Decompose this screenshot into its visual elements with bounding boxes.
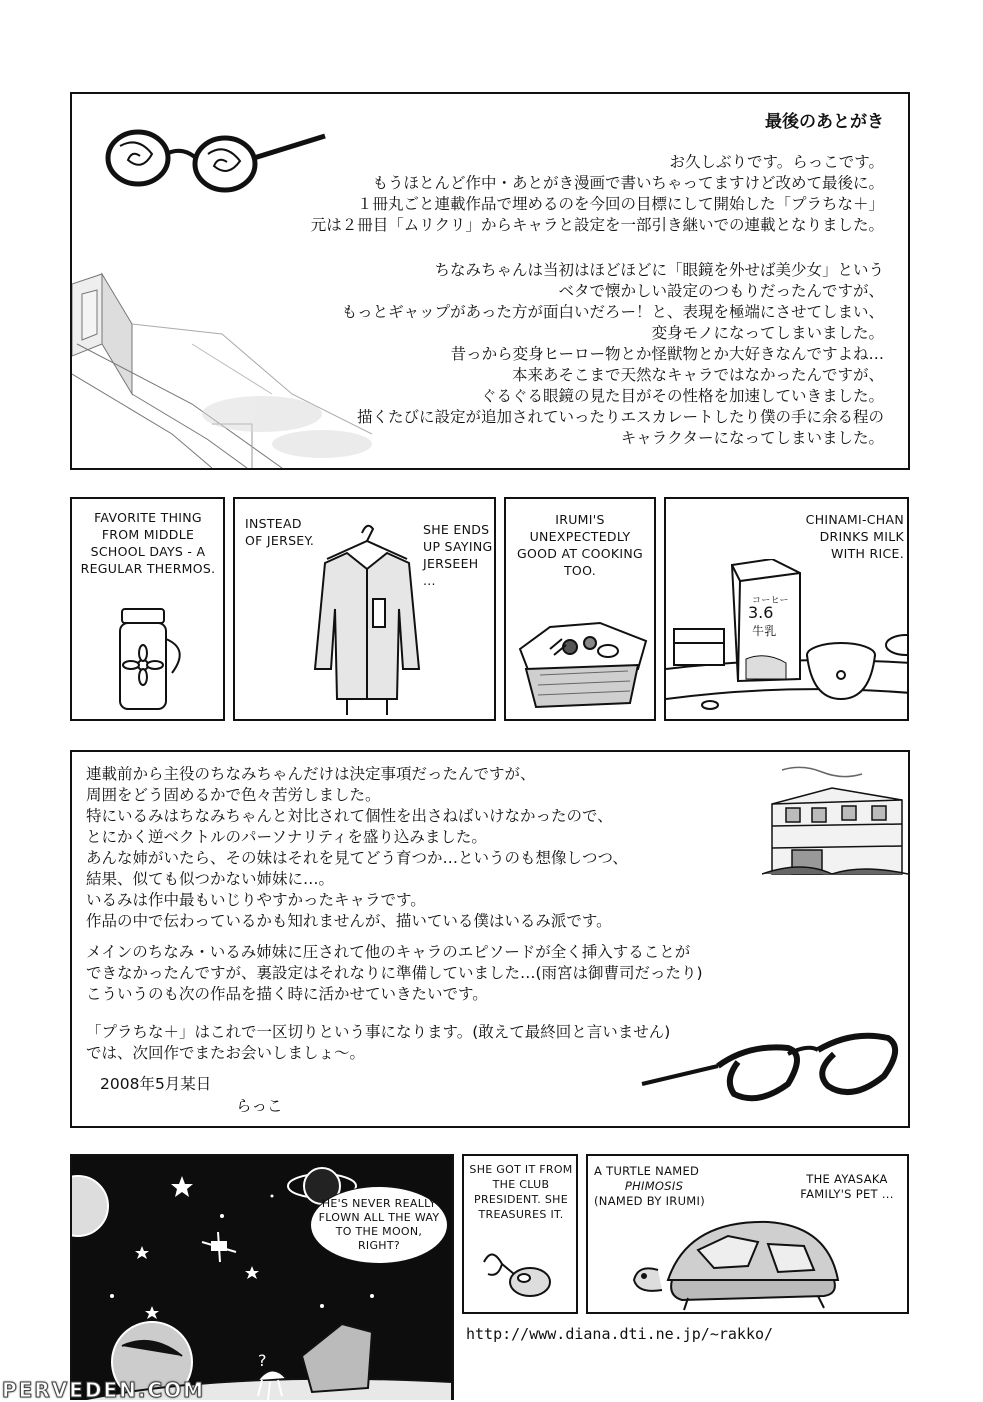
turtle-name: PHIMOSIS xyxy=(624,1179,684,1193)
text-line: できなかったんですが、裏設定はそれなりに準備していました…(雨宮は御曹司だったり) xyxy=(86,964,703,982)
jersey-caption-left: INSTEAD OF JERSEY. xyxy=(245,516,315,548)
moon-panel xyxy=(70,1154,454,1400)
author-url[interactable]: http://www.diana.dti.ne.jp/~rakko/ xyxy=(466,1325,774,1343)
middle-paragraph-1 xyxy=(86,764,766,932)
cooking-panel xyxy=(504,497,656,721)
turtle-caption-line: (NAMED BY IRUMI) xyxy=(594,1194,705,1208)
text-line: お久しぶりです。らっこです。 xyxy=(669,153,884,171)
charm-caption: SHE GOT IT FROM THE CLUB PRESIDENT. SHE TREASURES IT. xyxy=(469,1163,573,1221)
thermos-icon xyxy=(102,599,202,719)
middle-paragraph-2 xyxy=(86,942,896,1005)
text-line: あんな姉がいたら、その妹はそれを見てどう育つか…というのも想像しつつ、 xyxy=(86,849,628,867)
text-line: 元は２冊目「ムリクリ」からキャラと設定を一部引き継いでの連載となりました。 xyxy=(310,216,884,234)
text-line: 変身モノになってしまいました。 xyxy=(651,324,884,342)
cooking-caption: IRUMI'S UNEXPECTEDLY GOOD AT COOKING TOO. xyxy=(517,512,643,578)
text-line: 「プラちな＋」はこれで一区切りという事になります。(敢えて最終回と言いません) xyxy=(86,1023,671,1041)
carton-top-label: コーヒー xyxy=(752,596,789,606)
carton-number: 3.6 xyxy=(748,603,774,622)
afterword-panel xyxy=(70,92,910,470)
text-line: とにかく逆ベクトルのパーソナリティを盛り込みました。 xyxy=(86,828,487,846)
text-line: 連載前から主役のちなみちゃんだけは決定事項だったんですが、 xyxy=(86,765,536,783)
text-line: こういうのも次の作品を描く時に活かせていきたいです。 xyxy=(86,985,488,1003)
middle-text-panel xyxy=(70,750,910,1128)
text-line: 周囲をどう固めるかで色々苦労しました。 xyxy=(86,786,381,804)
charm-icon xyxy=(474,1242,570,1312)
text-line: １冊丸ごと連載作品で埋めるのを今回の目標にして開始した「プラちな＋」 xyxy=(356,195,884,213)
text-line: では、次回作でまたお会いしましょ〜。 xyxy=(86,1044,366,1062)
text-line: ちなみちゃんは当初はほどほどに「眼鏡を外せば美少女」という xyxy=(434,261,884,279)
text-line: メインのちなみ・いるみ姉妹に圧されて他のキャラのエピソードが全く挿入することが xyxy=(86,943,691,961)
charm-panel xyxy=(462,1154,578,1314)
turtle-icon xyxy=(628,1210,858,1314)
text-line: もっとギャップがあった方が面白いだろー！と、表現を極端にさせてしまい、 xyxy=(341,303,884,321)
jersey-on-hanger-icon xyxy=(307,519,427,719)
thermos-panel xyxy=(70,497,225,721)
milk-panel xyxy=(664,497,909,721)
bento-basket-icon xyxy=(510,609,654,719)
house-illustration xyxy=(762,764,908,884)
text-line: 昔っから変身ヒーロー物とか怪獣物とか大好きなんですよね… xyxy=(450,345,884,363)
turtle-caption-left xyxy=(594,1164,714,1209)
turtle-caption-line: A TURTLE NAMED xyxy=(594,1164,700,1178)
text-line: 本来あそこまで天然なキャラではなかったんですが、 xyxy=(511,366,884,384)
thermos-caption: FAVORITE THING FROM MIDDLE SCHOOL DAYS - A REGULAR THERMOS. xyxy=(80,510,216,576)
text-line: 描くたびに設定が追加されていったりエスカレートしたり僕の手に余る程の xyxy=(356,408,884,426)
question-mark: ? xyxy=(258,1351,267,1370)
milk-caption: CHINAMI-CHAN DRINKS MILK WITH RICE. xyxy=(805,512,904,561)
turtle-caption-right: THE AYASAKA FAMILY'S PET ... xyxy=(800,1172,894,1201)
text-line: キャラクターになってしまいました。 xyxy=(620,429,884,447)
afterword-paragraph-1 xyxy=(124,152,884,236)
date-line: 2008年5月某日 xyxy=(100,1075,212,1093)
text-line: もうほとんど作中・あとがき漫画で書いちゃってますけど改めて最後に。 xyxy=(372,174,884,192)
jersey-panel xyxy=(233,497,496,721)
text-line: いるみは作中最もいじりやすかったキャラです。 xyxy=(86,891,426,909)
moon-speech-bubble: HE'S NEVER REALLY FLOWN ALL THE WAY TO THE MOON, RIGHT? xyxy=(310,1186,448,1264)
text-line: ぐるぐる眼鏡の見た目がその性格を加速していきました。 xyxy=(480,387,884,405)
table-scene xyxy=(666,559,909,719)
jersey-caption-right: SHE ENDS UP SAYING JERSEEH ... xyxy=(423,522,493,588)
text-line: ベタで懐かしい設定のつもりだったんですが、 xyxy=(558,282,884,300)
text-line: 作品の中で伝わっているかも知れませんが、描いている僕はいるみ派です。 xyxy=(86,912,612,930)
afterword-title: 最後のあとがき xyxy=(765,112,884,132)
afterword-paragraph-2 xyxy=(124,260,884,449)
signature: らっこ xyxy=(236,1097,283,1115)
turtle-panel xyxy=(586,1154,909,1314)
watermark: PERVEDEN.COM xyxy=(2,1378,206,1402)
glasses-icon xyxy=(638,1014,908,1114)
carton-label: 牛乳 xyxy=(752,624,777,638)
text-line: 結果、似ても似つかない姉妹に…。 xyxy=(86,870,335,888)
text-line: 特にいるみはちなみちゃんと対比されて個性を出さねばいけなかったので、 xyxy=(86,807,613,825)
